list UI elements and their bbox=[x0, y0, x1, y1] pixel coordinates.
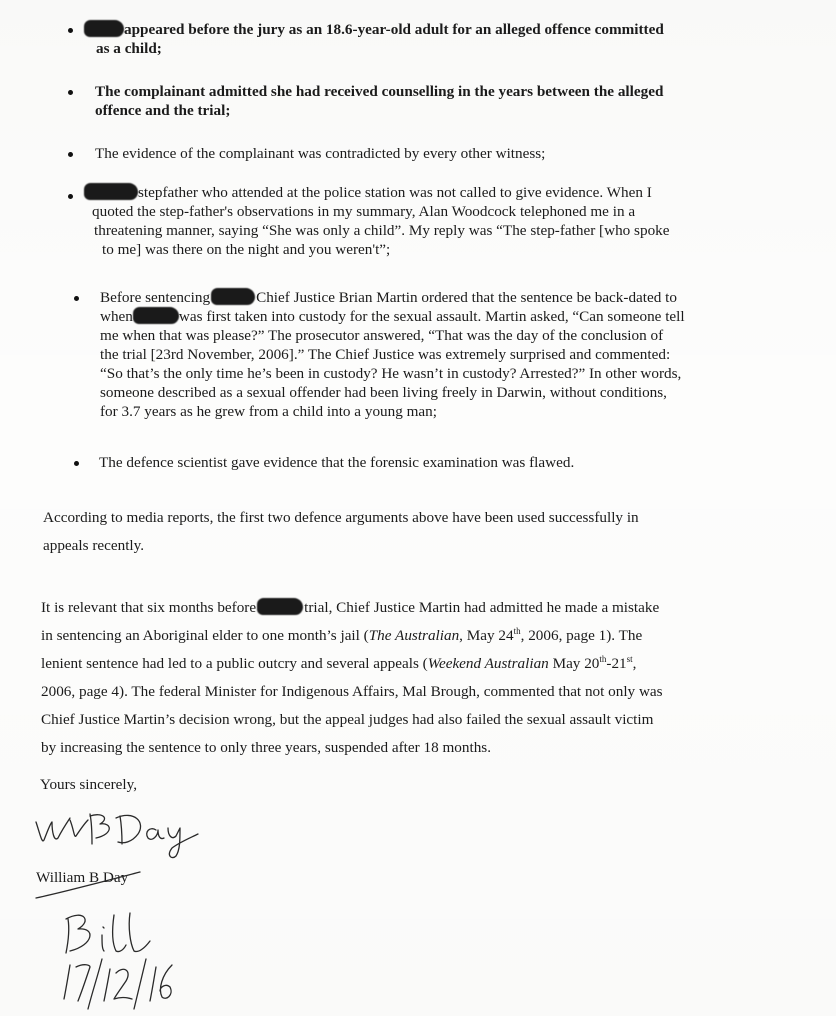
redaction-mark bbox=[84, 183, 138, 200]
paragraph-2-line-3-c: -21 bbox=[606, 655, 627, 672]
publication-title: The Australian bbox=[368, 627, 460, 644]
paragraph-2-line-5: Chief Justice Martin’s decision wrong, but the appeal judges had also failed the sexual assault victim bbox=[41, 711, 654, 728]
bullet-2-line-2: offence and the trial; bbox=[95, 102, 231, 119]
bullet-item-3 bbox=[95, 144, 775, 163]
paragraph-2-line-3-a: lenient sentence had led to a public outcry and several appeals ( bbox=[41, 655, 428, 672]
redaction-mark bbox=[211, 288, 255, 305]
handwritten-signature bbox=[30, 800, 230, 860]
bullet-5-line-5: “So that’s the only time he’s been in custody? He wasn’t in custody? Arrested?” In other words, bbox=[100, 365, 682, 382]
ordinal-suffix: th bbox=[599, 654, 607, 664]
paragraph-1-line-1: According to media reports, the first two defence arguments above have been used successfully in bbox=[43, 509, 639, 526]
bullet-dot bbox=[68, 28, 73, 33]
paragraph-2-line-2-c: , 2006, page 1). The bbox=[520, 627, 643, 644]
redaction-mark bbox=[257, 598, 303, 615]
strike-through-stroke bbox=[34, 870, 154, 900]
bullet-2-line-1: The complainant admitted she had received counselling in the years between the alleged bbox=[95, 83, 664, 100]
bullet-4-line-1: stepfather who attended at the police station was not called to give evidence. When I bbox=[138, 184, 652, 201]
bullet-item-5 bbox=[100, 288, 780, 421]
paragraph-2-line-3-d: , bbox=[632, 655, 637, 672]
bullet-item-6 bbox=[99, 453, 779, 472]
closing-salutation: Yours sincerely, bbox=[40, 776, 138, 793]
paragraph-sentencing-context bbox=[41, 594, 781, 762]
paragraph-2-line-2-b: , May 24 bbox=[459, 627, 514, 644]
paragraph-2-line-6: by increasing the sentence to only three years, suspended after 18 months. bbox=[41, 739, 492, 756]
paragraph-media-reports bbox=[43, 504, 783, 560]
paragraph-2-line-2-a: in sentencing an Aboriginal elder to one month’s jail ( bbox=[41, 627, 369, 644]
bullet-item-4 bbox=[84, 183, 764, 259]
bullet-4-line-4: to me] was there on the night and you weren't”; bbox=[102, 241, 391, 258]
redaction-mark bbox=[84, 20, 124, 37]
bullet-5-line-6: someone described as a sexual offender had been living freely in Darwin, without conditions, bbox=[100, 384, 667, 401]
bullet-5-line-4: the trial [23rd November, 2006].” The Chief Justice was extremely surprised and commented: bbox=[100, 346, 671, 363]
bullet-5-line-2-after: was first taken into custody for the sexual assault. Martin asked, “Can someone tell bbox=[178, 308, 685, 325]
ordinal-suffix: th bbox=[513, 626, 521, 636]
paragraph-2-line-1-after: trial, Chief Justice Martin had admitted he made a mistake bbox=[304, 599, 660, 616]
bullet-dot bbox=[68, 152, 73, 157]
bullet-5-line-1-after: Chief Justice Brian Martin ordered that the sentence be back-dated to bbox=[256, 289, 677, 306]
handwritten-date bbox=[58, 955, 188, 1015]
paragraph-2-line-4: 2006, page 4). The federal Minister for Indigenous Affairs, Mal Brough, commented that not only was bbox=[41, 683, 663, 700]
bullet-5-line-1-before: Before sentencing bbox=[100, 289, 211, 306]
bullet-item-1 bbox=[84, 20, 764, 58]
typed-signature-name: William B Day bbox=[36, 869, 129, 886]
bullet-dot bbox=[74, 461, 79, 466]
bullet-1-line-1: appeared before the jury as an 18.6-year-old adult for an alleged offence committed bbox=[124, 21, 664, 38]
bullet-4-line-3: threatening manner, saying “She was only a child”. My reply was “The step-father [who spoke bbox=[94, 222, 670, 239]
ordinal-suffix: st bbox=[626, 654, 633, 664]
bullet-item-2 bbox=[95, 82, 775, 120]
paragraph-2-line-1-before: It is relevant that six months before bbox=[41, 599, 257, 616]
bullet-6-line-1: The defence scientist gave evidence that the forensic examination was flawed. bbox=[99, 454, 575, 471]
bullet-5-line-7: for 3.7 years as he grew from a child into a young man; bbox=[100, 403, 437, 420]
bullet-5-line-2-before: when bbox=[100, 308, 133, 325]
bullet-3-line-1: The evidence of the complainant was contradicted by every other witness; bbox=[95, 145, 546, 162]
publication-title: Weekend Australian bbox=[427, 655, 549, 672]
bullet-4-line-2: quoted the step-father's observations in my summary, Alan Woodcock telephoned me in a bbox=[92, 203, 636, 220]
bullet-dot bbox=[68, 194, 73, 199]
bullet-dot bbox=[74, 296, 79, 301]
redaction-mark bbox=[133, 307, 179, 324]
bullet-1-line-2: as a child; bbox=[96, 40, 162, 57]
bullet-5-line-3: me when that was please?” The prosecutor answered, “That was the day of the conclusion of bbox=[100, 327, 664, 344]
paragraph-1-line-2: appeals recently. bbox=[43, 537, 145, 554]
paragraph-2-line-3-b: May 20 bbox=[548, 655, 600, 672]
bullet-dot bbox=[68, 90, 73, 95]
